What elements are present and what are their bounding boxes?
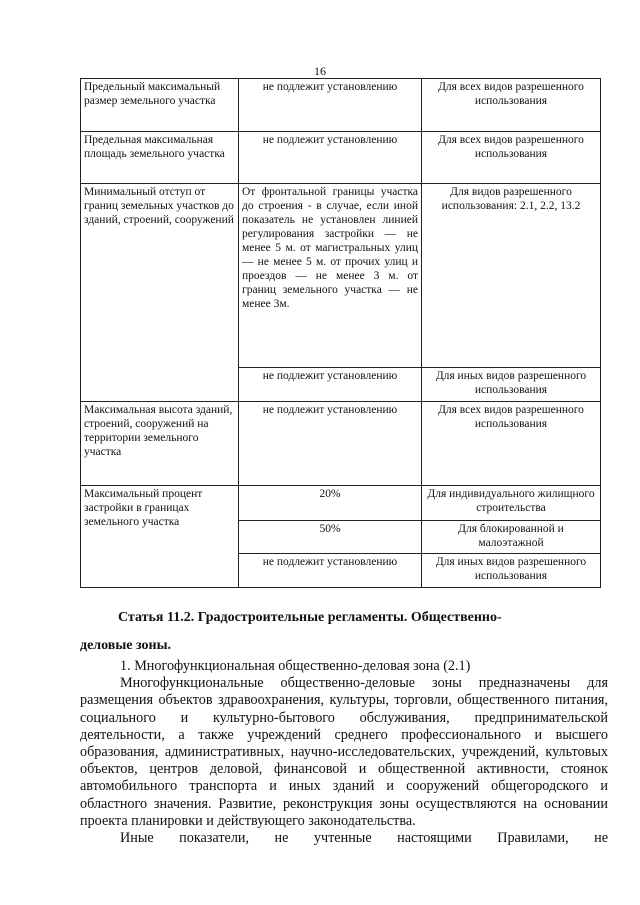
table-cell-value: От фронтальной границы участка до строения - в случае, если иной показатель не установлен линией регулирования застройки — не менее 5 м. от магистральных улиц — не менее 5 м. от прочих улиц и проездов — не менее 3 м. от границ земельного участка — не менее 3м. xyxy=(239,184,422,368)
table-cell-param: Максимальный процент застройки в границах земельного участка xyxy=(81,486,239,588)
table-row xyxy=(81,184,601,368)
table-cell-value: 20% xyxy=(239,486,422,521)
table-cell-value: не подлежит установлению xyxy=(239,132,422,184)
table-cell-applies: Для индивидуального жилищного строительства xyxy=(422,486,601,521)
table-row xyxy=(81,132,601,184)
table-cell-applies: Для видов разрешенного использования: 2.1, 2.2, 13.2 xyxy=(422,184,601,368)
table-row xyxy=(81,402,601,486)
article-body xyxy=(80,658,608,847)
table-cell-param: Максимальная высота зданий, строений, сооружений на территории земельного участка xyxy=(81,402,239,486)
table-row xyxy=(81,79,601,132)
table-cell-param: Предельная максимальная площадь земельного участка xyxy=(81,132,239,184)
table-cell-param: Предельный максимальный размер земельного участка xyxy=(81,79,239,132)
table-cell-value: не подлежит установлению xyxy=(239,402,422,486)
table-cell-applies: Для блокированной и малоэтажной xyxy=(422,521,601,554)
table-cell-param: Минимальный отступ от границ земельных участков до зданий, строений, сооружений xyxy=(81,184,239,402)
regulations-table xyxy=(80,78,601,588)
table-cell-applies: Для иных видов разрешенного использования xyxy=(422,554,601,588)
table-cell-applies: Для всех видов разрешенного использования xyxy=(422,402,601,486)
table-row xyxy=(81,486,601,521)
zone-title: 1. Многофункциональная общественно-деловая зона (2.1) xyxy=(120,658,471,674)
article-heading-line2: деловые зоны. xyxy=(80,638,172,653)
page-number: 16 xyxy=(314,64,326,78)
table-cell-value: не подлежит установлению xyxy=(239,79,422,132)
table-cell-applies: Для всех видов разрешенного использования xyxy=(422,79,601,132)
table-cell-value: не подлежит установлению xyxy=(239,368,422,402)
zone-description: Многофункциональные общественно-деловые зоны предназначены для размещения объектов здравоохранения, культуры, торговли, общественного питания, социального и культурно-бытового обслуживания, предпринимательской деятельности, а также учреждений среднего профессионального и высшего образования, административных, научно-исследовательских, учреждений, культовых объектов, центров деловой, финансовой и общественной активности, стоянок автомобильного транспорта и иных зданий и сооружений общегородского и областного значения. Развитие, реконструкция зоны осуществляются на основании проекта планировки и действующего законодательства. xyxy=(80,675,608,829)
table-cell-applies: Для всех видов разрешенного использования xyxy=(422,132,601,184)
table-cell-value: 50% xyxy=(239,521,422,554)
article-heading-line1: Статья 11.2. Градостроительные регламенты. Общественно- xyxy=(118,610,502,625)
paragraph-continuation: Иные показатели, не учтенные настоящими Правилами, не xyxy=(120,830,608,847)
table-cell-applies: Для иных видов разрешенного использования xyxy=(422,368,601,402)
table-cell-value: не подлежит установлению xyxy=(239,554,422,588)
article-heading xyxy=(80,604,608,660)
